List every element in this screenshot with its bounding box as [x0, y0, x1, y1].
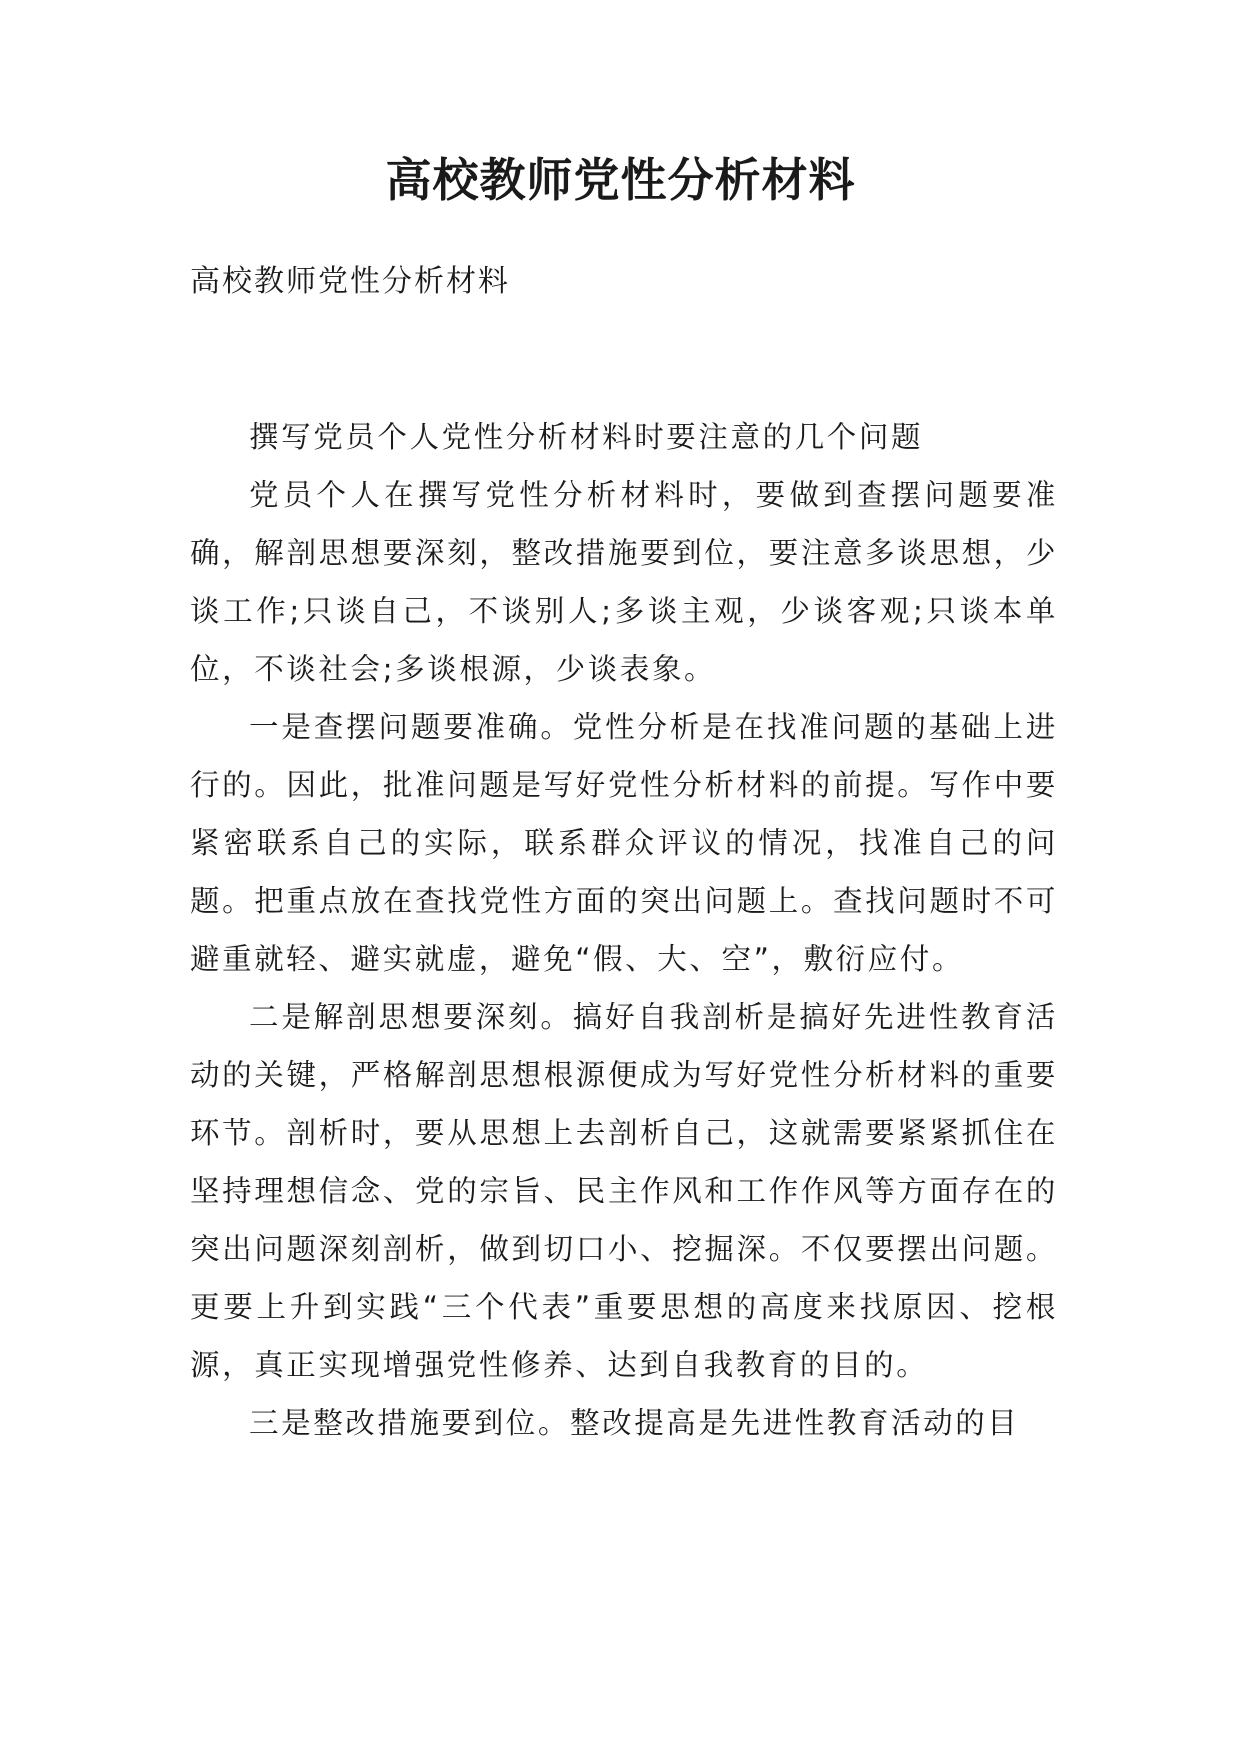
paragraph: 三是整改措施要到位。整改提高是先进性教育活动的目 — [249, 1406, 1020, 1440]
document-title: 高校教师党性分析材料 — [385, 153, 856, 207]
paragraph: 二是解剖思想要深刻。搞好自我剖析是搞好先进性教育活动的关键，严格解剖思想根源便成为写好党性分析材料的重要环节。剖析时，要从思想上去剖析自己，这就需要紧紧抓住在坚持理想信念、党的宗旨、民主作风和工作作风等方面存在的突出问题深刻剖析，做到切口小、挖掘深。不仅要摆出问题。更要上升到实践“三个代表”重要思想的高度来找原因、挖根源，真正实现增强党性修养、达到自我教育的目的。 — [190, 1000, 1058, 1382]
document-subtitle: 高校教师党性分析材料 — [190, 264, 510, 299]
document-body — [190, 408, 1058, 1452]
paragraph-heading: 撰写党员个人党性分析材料时要注意的几个问题 — [249, 420, 924, 454]
paragraph: 一是查摆问题要准确。党性分析是在找准问题的基础上进行的。因此，批准问题是写好党性分析材料的前提。写作中要紧密联系自己的实际，联系群众评议的情况，找准自己的问题。把重点放在查找党性方面的突出问题上。查找问题时不可避重就轻、避实就虚，避免“假、大、空”，敷衍应付。 — [190, 710, 1058, 976]
paragraph: 党员个人在撰写党性分析材料时，要做到查摆问题要准确，解剖思想要深刻，整改措施要到位，要注意多谈思想，少谈工作;只谈自己，不谈别人;多谈主观，少谈客观;只谈本单位，不谈社会;多谈根源，少谈表象。 — [190, 478, 1058, 686]
